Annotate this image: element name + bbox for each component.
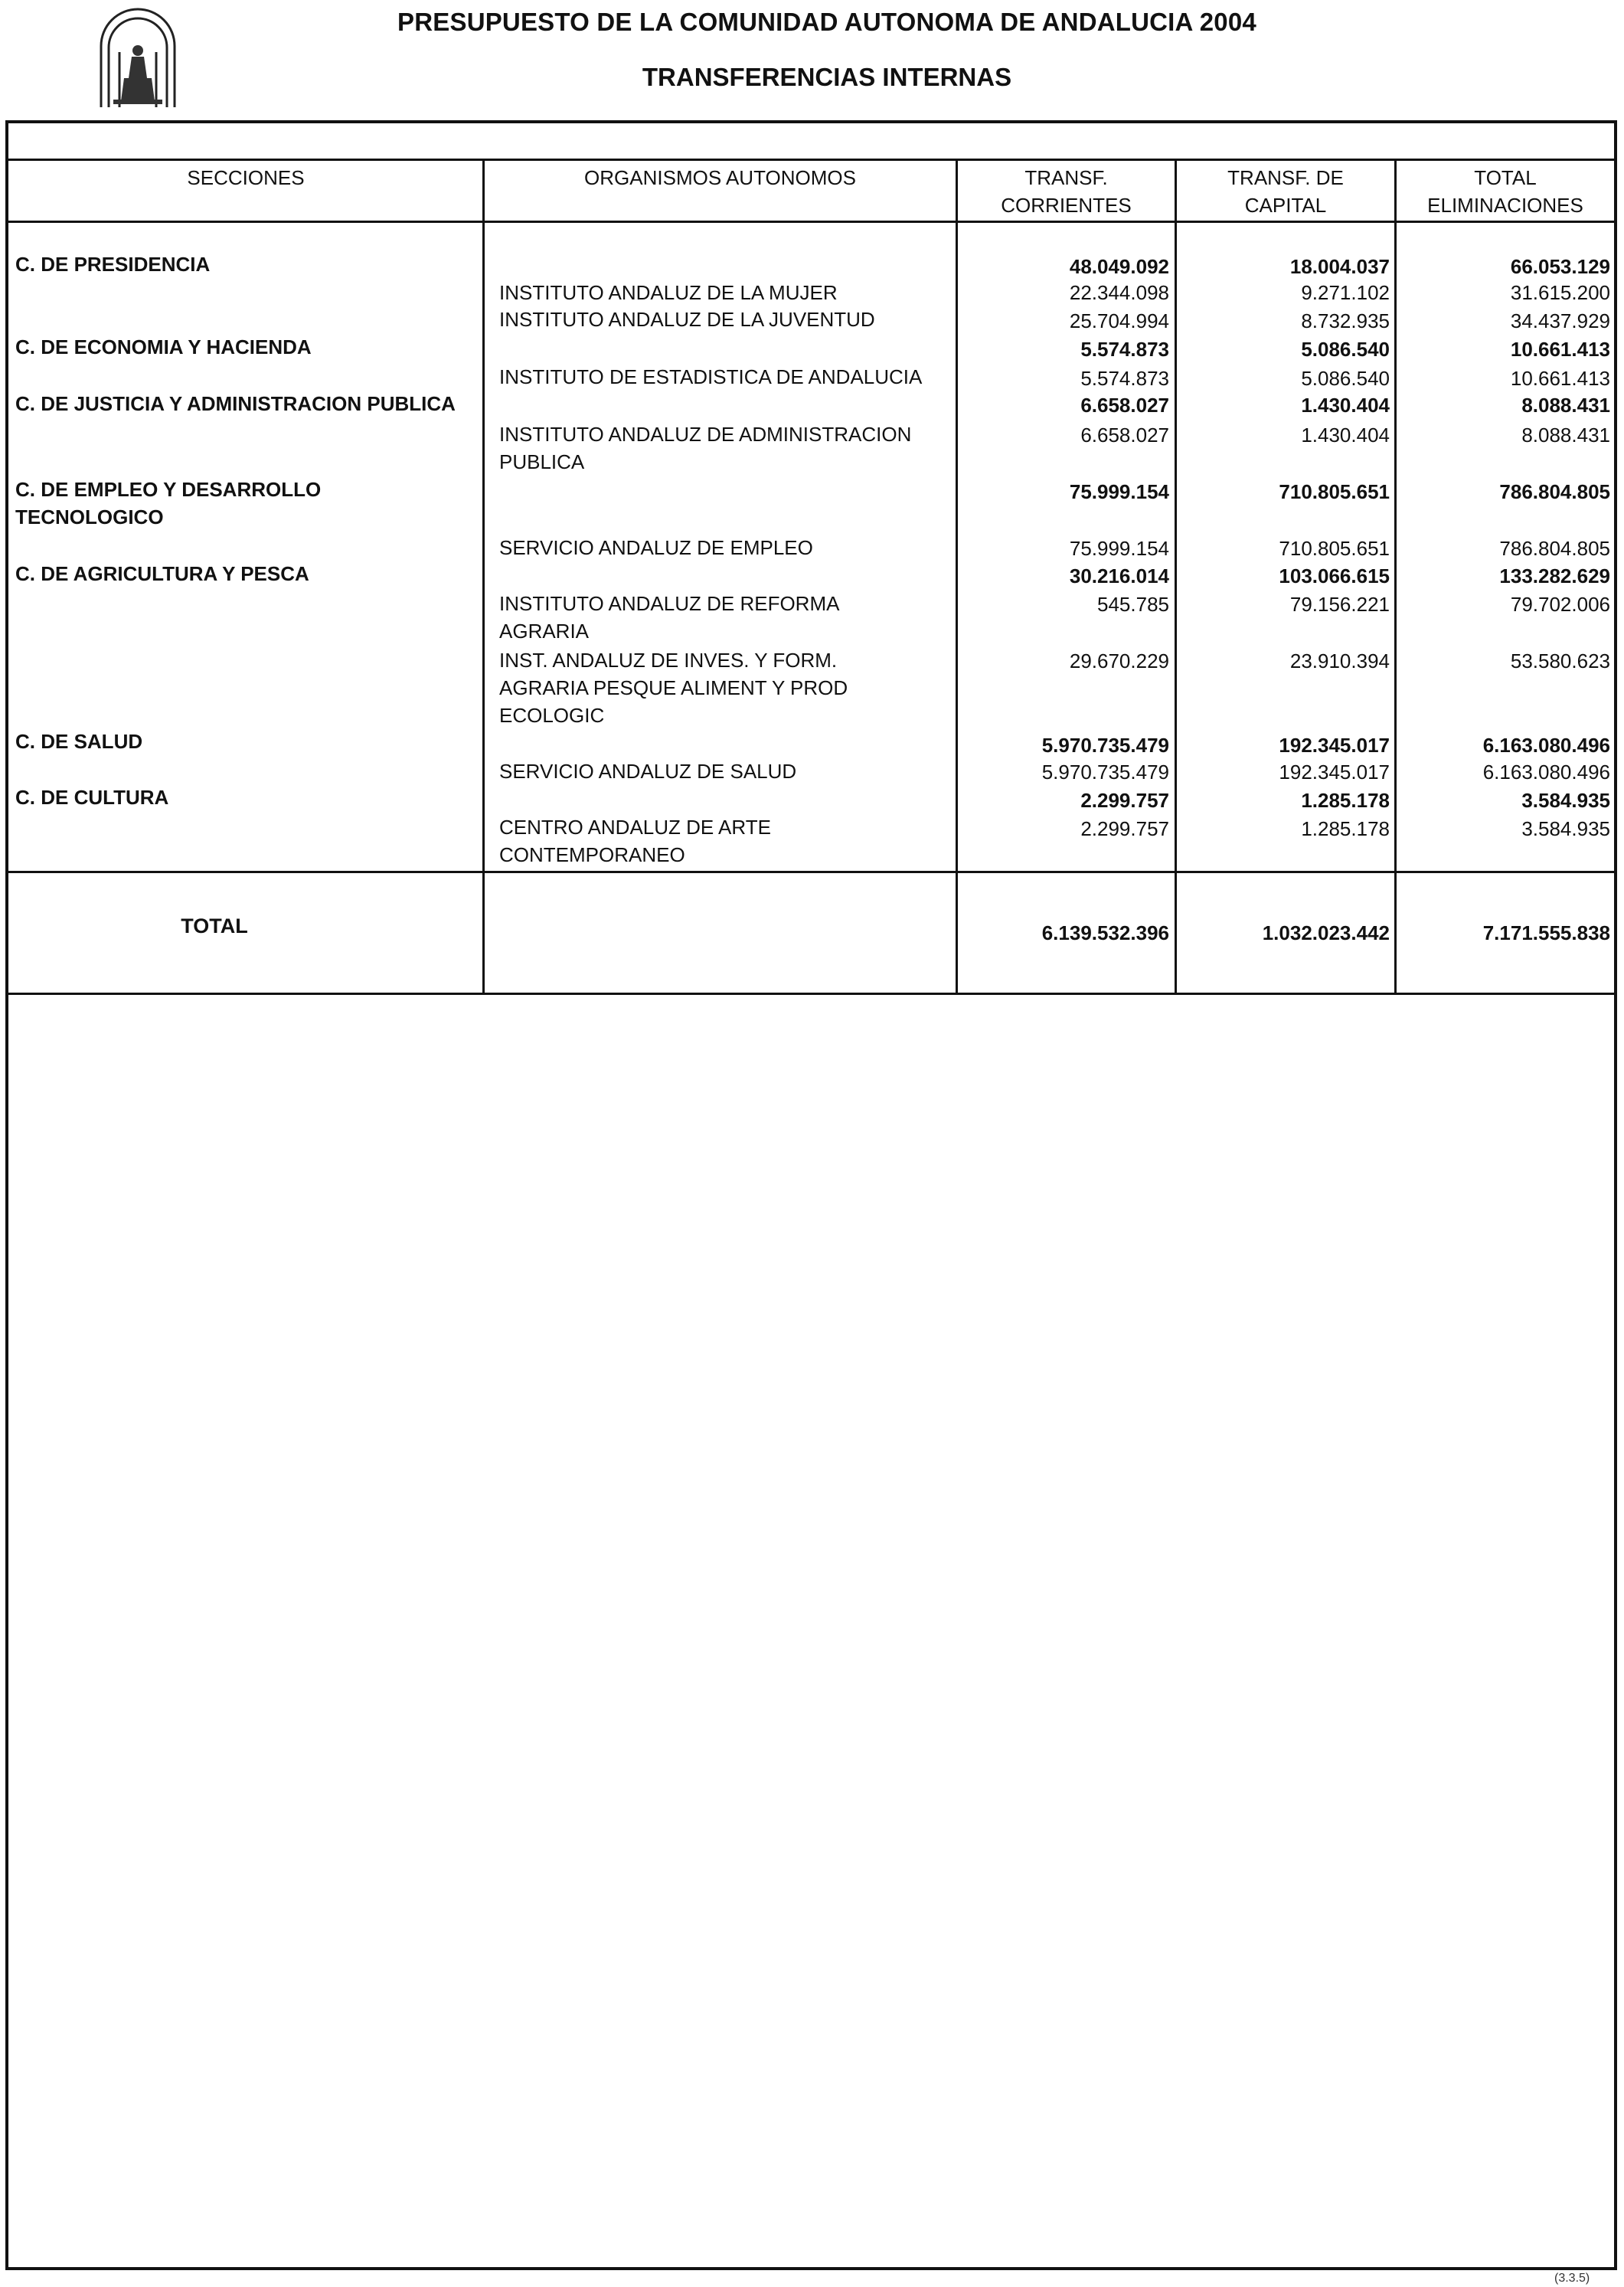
organism-label: SERVICIO ANDALUZ DE SALUD: [499, 760, 797, 783]
total-eliminaciones-value: 3.584.935: [1521, 789, 1610, 812]
transf-corrientes-value: 2.299.757: [1080, 817, 1169, 840]
document-title: PRESUPUESTO DE LA COMUNIDAD AUTONOMA DE ANDALUCIA 2004: [397, 8, 1256, 36]
col-header-total: [1397, 164, 1614, 219]
organism-label: INSTITUTO ANDALUZ DE ADMINISTRACION PUBLICA: [499, 423, 912, 473]
transf-corrientes-value: 2.299.757: [1080, 789, 1169, 812]
transf-corrientes-value: 6.658.027: [1080, 424, 1169, 447]
document-subtitle: TRANSFERENCIAS INTERNAS: [642, 63, 1012, 91]
col-header-corrientes: [958, 164, 1175, 219]
transf-corrientes-value: 5.574.873: [1080, 338, 1169, 361]
organism-label: CENTRO ANDALUZ DE ARTE CONTEMPORANEO: [499, 816, 771, 866]
transf-capital-value: 103.066.615: [1279, 564, 1390, 587]
total-eliminaciones-value: 786.804.805: [1499, 480, 1610, 503]
total-bottom-rule: [5, 993, 1617, 995]
transf-capital-value: 192.345.017: [1279, 761, 1390, 784]
transf-corrientes-value: 5.970.735.479: [1041, 734, 1169, 757]
section-label: C. DE AGRICULTURA Y PESCA: [15, 562, 309, 585]
transf-capital-value: 1.430.404: [1301, 394, 1390, 417]
transf-corrientes-value: 75.999.154: [1069, 480, 1169, 503]
section-label: C. DE EMPLEO Y DESARROLLO TECNOLOGICO: [15, 478, 322, 528]
column-divider-3: [1175, 159, 1177, 995]
organism-label: INSTITUTO DE ESTADISTICA DE ANDALUCIA: [499, 365, 923, 388]
total-transf-capital: 1.032.023.442: [1262, 921, 1390, 944]
total-label: TOTAL: [181, 914, 248, 937]
col-header-total-line1: TOTAL: [1474, 166, 1537, 189]
transf-capital-value: 9.271.102: [1301, 281, 1390, 304]
column-divider-4: [1394, 159, 1397, 995]
transf-capital-value: 18.004.037: [1289, 255, 1390, 278]
transf-capital-value: 23.910.394: [1289, 649, 1390, 672]
transf-capital-value: 1.285.178: [1301, 789, 1390, 812]
transf-capital-value: 5.086.540: [1301, 367, 1390, 390]
col-header-capital-line2: CAPITAL: [1244, 194, 1327, 217]
transf-capital-value: 1.430.404: [1301, 424, 1390, 447]
transf-corrientes-value: 29.670.229: [1069, 649, 1169, 672]
transf-corrientes-value: 5.970.735.479: [1041, 761, 1169, 784]
total-eliminaciones-value: 34.437.929: [1510, 309, 1610, 332]
section-label: C. DE SALUD: [15, 730, 143, 753]
transf-capital-value: 1.285.178: [1301, 817, 1390, 840]
total-eliminaciones-value: 3.584.935: [1521, 817, 1610, 840]
transf-corrientes-value: 25.704.994: [1069, 309, 1169, 332]
header-bottom-rule: [5, 221, 1617, 223]
transf-capital-value: 710.805.651: [1279, 537, 1390, 560]
total-eliminaciones-value: 8.088.431: [1521, 424, 1610, 447]
transf-corrientes-value: 48.049.092: [1069, 255, 1169, 278]
organism-label: INSTITUTO ANDALUZ DE LA JUVENTUD: [499, 308, 875, 331]
transf-corrientes-value: 30.216.014: [1069, 564, 1169, 587]
page-code: (3.3.5): [1554, 2272, 1590, 2285]
junta-de-andalucia-coat-of-arms-icon: [93, 2, 182, 110]
body-bottom-rule: [5, 871, 1617, 873]
total-transf-corrientes: 6.139.532.396: [1041, 921, 1169, 944]
organism-label: INSTITUTO ANDALUZ DE LA MUJER: [499, 281, 838, 304]
total-eliminaciones-value: 53.580.623: [1510, 649, 1610, 672]
section-label: C. DE JUSTICIA Y ADMINISTRACION PUBLICA: [15, 392, 456, 415]
col-header-capital: [1177, 164, 1394, 219]
section-label: C. DE ECONOMIA Y HACIENDA: [15, 335, 312, 358]
total-eliminaciones-value: 8.088.431: [1521, 394, 1610, 417]
transf-capital-value: 192.345.017: [1279, 734, 1390, 757]
organism-label: SERVICIO ANDALUZ DE EMPLEO: [499, 536, 813, 559]
col-header-corrientes-line1: TRANSF.: [1024, 166, 1108, 189]
transf-corrientes-value: 545.785: [1097, 593, 1169, 616]
header-top-rule: [5, 159, 1617, 161]
total-eliminaciones-value: 786.804.805: [1499, 537, 1610, 560]
total-eliminaciones-value: 10.661.413: [1510, 338, 1610, 361]
total-eliminaciones-value: 6.163.080.496: [1482, 761, 1610, 784]
total-eliminaciones-value: 66.053.129: [1510, 255, 1610, 278]
col-header-organismos: ORGANISMOS AUTONOMOS: [584, 166, 856, 189]
col-header-capital-line1: TRANSF. DE: [1227, 166, 1344, 189]
organism-label: INSTITUTO ANDALUZ DE REFORMA AGRARIA: [499, 592, 839, 643]
total-eliminaciones-value: 133.282.629: [1499, 564, 1610, 587]
organism-label: INST. ANDALUZ DE INVES. Y FORM. AGRARIA PESQUE ALIMENT Y PROD ECOLOGIC: [499, 649, 848, 727]
section-label: C. DE CULTURA: [15, 786, 169, 809]
total-eliminaciones: 7.171.555.838: [1482, 921, 1610, 944]
transf-capital-value: 8.732.935: [1301, 309, 1390, 332]
total-eliminaciones-value: 10.661.413: [1510, 367, 1610, 390]
total-eliminaciones-value: 31.615.200: [1510, 281, 1610, 304]
col-header-secciones: SECCIONES: [187, 166, 305, 189]
transf-corrientes-value: 22.344.098: [1069, 281, 1169, 304]
transf-corrientes-value: 5.574.873: [1080, 367, 1169, 390]
transf-corrientes-value: 6.658.027: [1080, 394, 1169, 417]
transf-capital-value: 79.156.221: [1289, 593, 1390, 616]
col-header-corrientes-line2: CORRIENTES: [1001, 194, 1132, 217]
transf-capital-value: 5.086.540: [1301, 338, 1390, 361]
total-eliminaciones-value: 79.702.006: [1510, 593, 1610, 616]
total-eliminaciones-value: 6.163.080.496: [1482, 734, 1610, 757]
transf-corrientes-value: 75.999.154: [1069, 537, 1169, 560]
transf-capital-value: 710.805.651: [1279, 480, 1390, 503]
section-label: C. DE PRESIDENCIA: [15, 253, 211, 276]
column-divider-2: [956, 159, 958, 995]
col-header-total-line2: ELIMINACIONES: [1427, 194, 1583, 217]
